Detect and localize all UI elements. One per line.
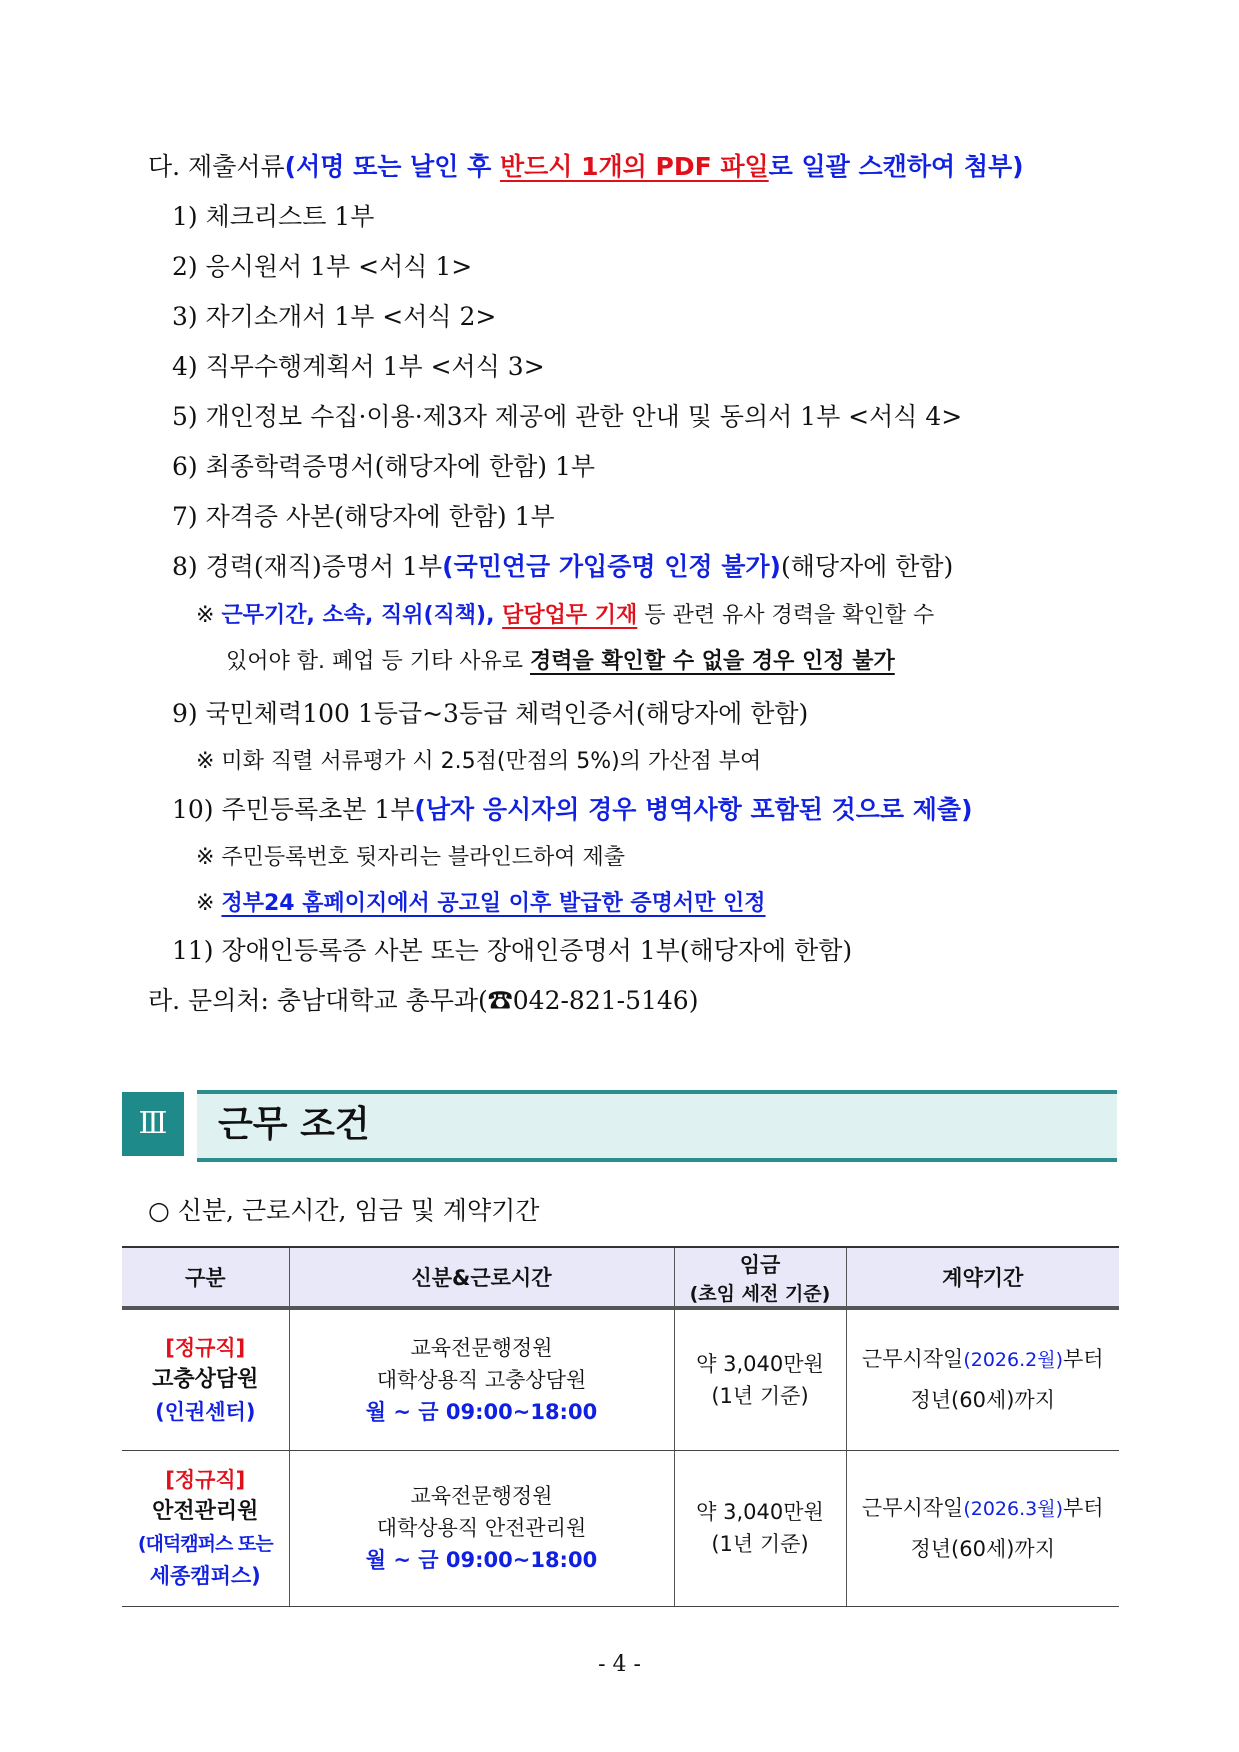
type-name: 안전관리원 xyxy=(152,1499,259,1524)
list-item: 3) 자기소개서 1부 <서식 2> xyxy=(172,302,497,331)
note8-blue: 근무기간, 소속, 직위(직책), xyxy=(221,603,503,628)
list-item: 5) 개인정보 수집·이용·제3자 제공에 관한 안내 및 동의서 1부 <서식 4> xyxy=(172,402,963,431)
docs-heading xyxy=(148,150,1024,184)
note8-red: 담당업무 기재 xyxy=(502,603,638,628)
list-item: 6) 최종학력증명서(해당자에 한함) 1부 xyxy=(172,452,596,481)
type-sub: (인권센터) xyxy=(155,1399,256,1424)
header-wage xyxy=(674,1247,846,1308)
period-line2: 정년(60세)까지 xyxy=(910,1388,1056,1413)
row-type-cell xyxy=(122,1450,289,1606)
table-header-row xyxy=(122,1247,1119,1308)
status-line2: 대학상용직 안전관리원 xyxy=(376,1516,587,1540)
row-type-cell xyxy=(122,1308,289,1450)
item8-suffix: (해당자에 한함) xyxy=(780,552,954,581)
row-status-cell xyxy=(289,1450,674,1606)
item10-label: 10) 주민등록초본 1부 xyxy=(172,795,415,824)
status-line2: 대학상용직 고충상담원 xyxy=(376,1367,587,1392)
table-row xyxy=(122,1450,1119,1606)
docs-heading-blue-2: 로 일괄 스캔하여 첨부) xyxy=(768,152,1024,181)
header-status: 신분&근로시간 xyxy=(289,1247,674,1308)
page-number: - 4 - xyxy=(598,1652,641,1677)
period-line1 xyxy=(847,1492,1120,1525)
note-10a: ※ 주민등록번호 뒷자리는 블라인드하여 제출 xyxy=(196,845,625,870)
period-line1 xyxy=(847,1343,1120,1376)
section-title: 근무 조건 xyxy=(218,1104,370,1145)
note-mark: ※ xyxy=(196,603,222,628)
status-hours: 월 ~ 금 09:00~18:00 xyxy=(365,1548,598,1572)
docs-heading-red: 반드시 1개의 PDF 파일 xyxy=(499,152,769,181)
row-status-cell xyxy=(289,1308,674,1450)
list-item: 1) 체크리스트 1부 xyxy=(172,202,375,231)
period-suffix: 부터 xyxy=(1063,1347,1104,1372)
period-suffix: 부터 xyxy=(1063,1495,1104,1520)
note-9: ※ 미화 직렬 서류평가 시 2.5점(만점의 5%)의 가산점 부여 xyxy=(196,749,762,774)
conditions-table xyxy=(122,1246,1119,1607)
note-8-line1 xyxy=(196,600,934,632)
status-line1: 교육전문행정원 xyxy=(410,1484,553,1508)
list-item-10 xyxy=(172,793,973,827)
note-8-line2 xyxy=(226,646,895,678)
list-item: 4) 직무수행계획서 1부 <서식 3> xyxy=(172,352,545,381)
item10-blue: (남자 응시자의 경우 병역사항 포함된 것으로 제출) xyxy=(414,795,973,824)
wage-line1: 약 3,040만원 xyxy=(696,1500,824,1524)
row-period-cell xyxy=(846,1450,1119,1606)
header-wage-line2: (초임 세전 기준) xyxy=(689,1282,831,1305)
period-line2: 정년(60세)까지 xyxy=(910,1536,1056,1561)
list-item-8 xyxy=(172,550,953,584)
type-tag: [정규직] xyxy=(165,1468,246,1492)
period-date: (2026.3월) xyxy=(963,1497,1064,1520)
header-wage-line1: 임금 xyxy=(739,1252,781,1277)
item8-label: 8) 경력(재직)증명서 1부 xyxy=(172,552,443,581)
header-type: 구분 xyxy=(122,1247,289,1308)
note8-rest: 등 관련 유사 경력을 확인할 수 xyxy=(637,603,935,628)
row-period-cell xyxy=(846,1308,1119,1450)
type-sub: (대덕캠퍼스 또는 xyxy=(137,1533,273,1555)
wage-line2: (1년 기준) xyxy=(711,1532,809,1556)
item8-blue: (국민연금 가입증명 인정 불가) xyxy=(442,552,781,581)
status-line1: 교육전문행정원 xyxy=(410,1335,553,1360)
wage-line1: 약 3,040만원 xyxy=(696,1351,824,1376)
table-row xyxy=(122,1308,1119,1450)
period-prefix: 근무시작일 xyxy=(861,1347,964,1372)
docs-heading-blue: (서명 또는 날인 후 xyxy=(284,152,500,181)
row-wage-cell xyxy=(674,1450,846,1606)
note-mark: ※ xyxy=(196,891,222,916)
note8-line2-bold: 경력을 확인할 수 없을 경우 인정 불가 xyxy=(529,649,895,674)
row-wage-cell xyxy=(674,1308,846,1450)
conditions-bullet: ○ 신분, 근로시간, 임금 및 계약기간 xyxy=(148,1196,540,1225)
period-prefix: 근무시작일 xyxy=(861,1495,964,1520)
section-number: Ⅲ xyxy=(122,1092,184,1156)
type-tag: [정규직] xyxy=(165,1335,246,1360)
status-hours: 월 ~ 금 09:00~18:00 xyxy=(365,1399,598,1424)
contact-line: 라. 문의처: 충남대학교 총무과(☎042-821-5146) xyxy=(148,986,699,1015)
note-10b xyxy=(196,888,766,920)
list-item: 2) 응시원서 1부 <서식 1> xyxy=(172,252,473,281)
list-item: 11) 장애인등록증 사본 또는 장애인증명서 1부(해당자에 한함) xyxy=(172,936,853,965)
list-item: 9) 국민체력100 1등급~3등급 체력인증서(해당자에 한함) xyxy=(172,699,809,728)
type-sub-2: 세종캠퍼스) xyxy=(149,1564,261,1588)
note10b-blue: 정부24 홈페이지에서 공고일 이후 발급한 증명서만 인정 xyxy=(221,891,766,916)
wage-line2: (1년 기준) xyxy=(711,1383,809,1408)
period-date: (2026.2월) xyxy=(963,1349,1064,1372)
type-name: 고충상담원 xyxy=(152,1366,259,1392)
list-item: 7) 자격증 사본(해당자에 한함) 1부 xyxy=(172,502,555,531)
header-period: 계약기간 xyxy=(846,1247,1119,1308)
docs-heading-label: 다. 제출서류 xyxy=(148,152,285,181)
note8-line2-plain: 있어야 함. 폐업 등 기타 사유로 xyxy=(226,649,530,674)
